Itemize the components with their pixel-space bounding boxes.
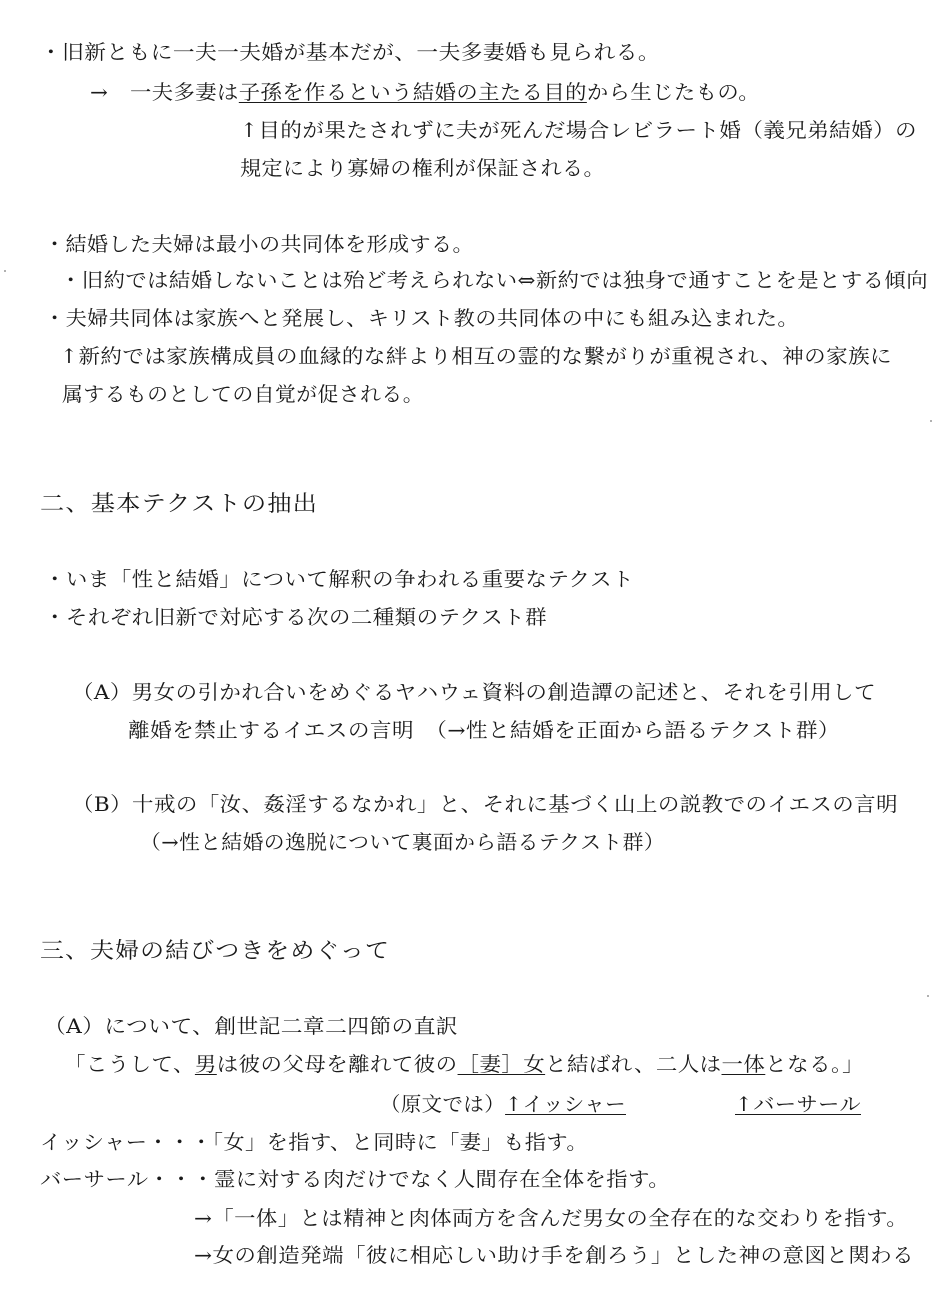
section-3-heading: 三、夫婦の結びつきをめぐって	[40, 939, 390, 964]
scan-speck	[927, 995, 929, 997]
line-6: ・旧約では結婚しないことは殆ど考えられない⇔新約では独身で通すことを是とする傾向	[60, 268, 929, 292]
note-1: →「一体」とは精神と肉体両方を含んだ男女の全存在的な交わりを指す。	[194, 1206, 908, 1230]
original-text-label: （原文では）↑イッシャー	[380, 1092, 626, 1116]
line-9: 属するものとしての自覚が促される。	[62, 382, 424, 406]
section-2-bullet-2: ・それぞれ旧新で対応する次の二種類のテクスト群	[44, 605, 547, 629]
line-1: ・旧新ともに一夫一夫婚が基本だが、一夫多妻婚も見られる。	[40, 40, 660, 64]
line-7: ・夫婦共同体は家族へと発展し、キリスト教の共同体の中にも組み込まれた。	[44, 306, 799, 330]
line-4: 規定により寡婦の権利が保証される。	[240, 156, 605, 180]
definition-isha: イッシャー・・・「女」を指す、と同時に「妻」も指す。	[40, 1130, 588, 1154]
item-b-line-1: （B）十戒の「汝、姦淫するなかれ」と、それに基づく山上の説教でのイエスの言明	[72, 792, 898, 816]
section-3-intro: （A）について、創世記二章二四節の直訳	[44, 1014, 458, 1038]
line-8: ↑新約では家族構成員の血縁的な絆より相互の霊的な繋がりが重視され、神の家族に	[60, 344, 892, 368]
scan-speck	[930, 420, 932, 422]
line-3: ↑目的が果たされずに夫が死んだ場合レビラート婚（義兄弟結婚）の	[240, 118, 917, 142]
section-2-heading: 二、基本テクストの抽出	[40, 492, 318, 517]
genesis-quote: 「こうして、男は彼の父母を離れて彼の［妻］女と結ばれ、二人は一体となる。」	[64, 1052, 864, 1076]
basar-label: ↑バーサール	[735, 1092, 861, 1116]
section-2-bullet-1: ・いま「性と結婚」について解釈の争われる重要なテクスト	[44, 567, 634, 591]
item-b-line-2: （→性と結婚の逸脱について裏面から語るテクスト群）	[140, 830, 665, 854]
definition-basar: バーサール・・・霊に対する肉だけでなく人間存在全体を指す。	[40, 1167, 671, 1191]
note-2: →女の創造発端「彼に相応しい助け手を創ろう」とした神の意図と関わる	[194, 1243, 914, 1267]
line-2: → 一夫多妻は子孫を作るという結婚の主たる目的から生じたもの。	[90, 80, 760, 104]
scan-speck	[4, 270, 6, 272]
item-a-line-1: （A）男女の引かれ合いをめぐるヤハウェ資料の創造譚の記述と、それを引用して	[72, 680, 876, 704]
line-5: ・結婚した夫婦は最小の共同体を形成する。	[44, 232, 474, 256]
item-a-line-2: 離婚を禁止するイエスの言明 （→性と結婚を正面から語るテクスト群）	[128, 718, 840, 742]
